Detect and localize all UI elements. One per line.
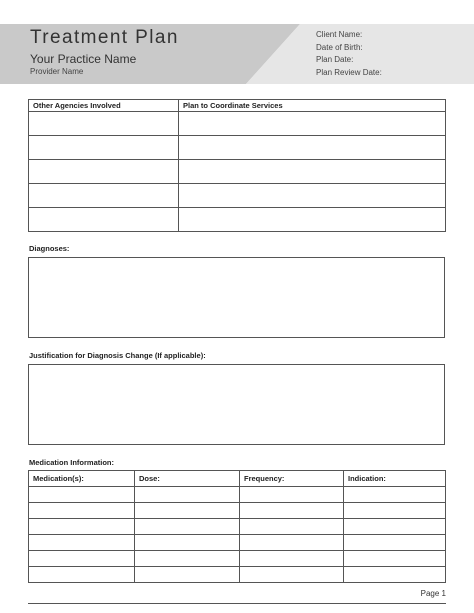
medication-row-cell[interactable] (29, 487, 135, 503)
medication-row-cell[interactable] (29, 551, 135, 567)
agencies-row-cell[interactable] (29, 160, 179, 184)
client-info-fields (316, 29, 382, 79)
medication-row-cell[interactable] (29, 535, 135, 551)
agencies-header-row (29, 100, 446, 112)
medication-row-cell[interactable] (240, 487, 344, 503)
frequency-col-header: Frequency: (240, 471, 344, 487)
agencies-row-cell[interactable] (179, 184, 446, 208)
agencies-table (28, 99, 446, 232)
medication-row-cell[interactable] (240, 551, 344, 567)
medication-row-cell[interactable] (344, 503, 446, 519)
medication-row (29, 519, 446, 535)
indication-col-header: Indication: (344, 471, 446, 487)
agencies-row-cell[interactable] (179, 160, 446, 184)
coordinate-col-header: Plan to Coordinate Services (179, 100, 446, 112)
medication-row (29, 487, 446, 503)
justification-box[interactable] (28, 364, 445, 445)
agencies-row (29, 160, 446, 184)
medication-row-cell[interactable] (344, 567, 446, 583)
medication-header-row (29, 471, 446, 487)
agencies-row-cell[interactable] (179, 136, 446, 160)
agencies-row-cell[interactable] (179, 208, 446, 232)
medication-row-cell[interactable] (344, 519, 446, 535)
date-of-birth-label: Date of Birth: (316, 42, 363, 52)
medication-row-cell[interactable] (344, 551, 446, 567)
plan-date-label: Plan Date: (316, 55, 354, 64)
medication-row (29, 503, 446, 519)
agencies-row (29, 136, 446, 160)
medication-col-header: Medication(s): (29, 471, 135, 487)
footer-divider (28, 603, 446, 604)
medication-row-cell[interactable] (135, 487, 240, 503)
agencies-row (29, 112, 446, 136)
agencies-row-cell[interactable] (29, 112, 179, 136)
diagnoses-box[interactable] (28, 257, 445, 338)
medication-row-cell[interactable] (135, 551, 240, 567)
medication-row-cell[interactable] (29, 519, 135, 535)
agencies-row-cell[interactable] (179, 112, 446, 136)
client-name-label: Client Name: (316, 30, 363, 39)
medication-row (29, 535, 446, 551)
medication-row-cell[interactable] (240, 535, 344, 551)
medication-label: Medication Information: (29, 458, 114, 467)
medication-row-cell[interactable] (29, 567, 135, 583)
medication-row-cell[interactable] (135, 519, 240, 535)
page-number: Page 1 (420, 589, 446, 598)
medication-row-cell[interactable] (29, 503, 135, 519)
agencies-row-cell[interactable] (29, 208, 179, 232)
medication-row-cell[interactable] (135, 535, 240, 551)
medication-row (29, 567, 446, 583)
practice-name: Your Practice Name (30, 52, 137, 66)
justification-label: Justification for Diagnosis Change (If applicable): (29, 351, 206, 360)
agencies-row (29, 184, 446, 208)
medication-row-cell[interactable] (344, 535, 446, 551)
agencies-row (29, 208, 446, 232)
medication-row-cell[interactable] (240, 503, 344, 519)
plan-review-date-label: Plan Review Date: (316, 67, 382, 77)
medication-row-cell[interactable] (344, 487, 446, 503)
medication-row-cell[interactable] (135, 503, 240, 519)
medication-row-cell[interactable] (240, 567, 344, 583)
medication-table (28, 470, 446, 583)
agencies-row-cell[interactable] (29, 184, 179, 208)
agencies-row-cell[interactable] (29, 136, 179, 160)
diagnoses-label: Diagnoses: (29, 244, 70, 253)
document-title: Treatment Plan (30, 27, 179, 48)
dose-col-header: Dose: (135, 471, 240, 487)
medication-row-cell[interactable] (240, 519, 344, 535)
provider-name: Provider Name (30, 67, 84, 76)
medication-row-cell[interactable] (135, 567, 240, 583)
medication-row (29, 551, 446, 567)
agencies-col-header: Other Agencies Involved (29, 100, 179, 112)
